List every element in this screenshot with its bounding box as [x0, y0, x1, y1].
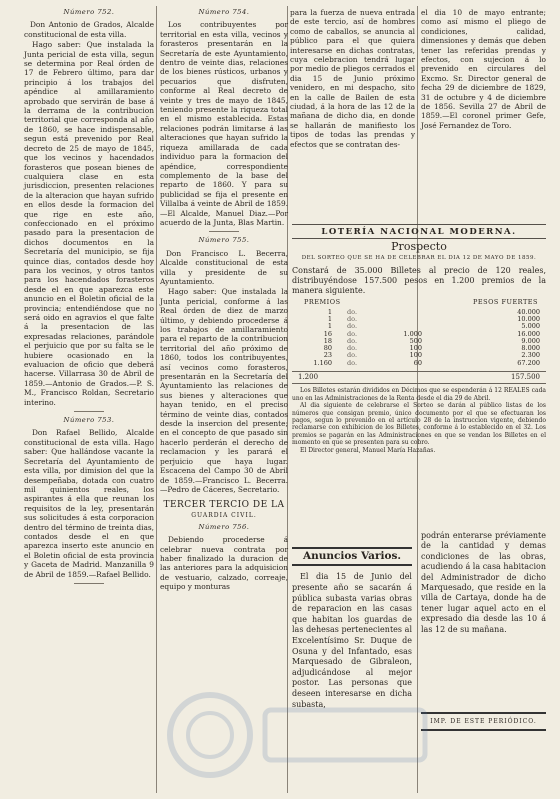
lottery-note: Al dia siguiente de celebrarse el Sorteo se darán al público listas de los números que consigan premio, único documento por el que se efectuaran los pagos, segun lo prevenido en el artículo 28 de la instruccion vigente, debiendo reclamarse con exhibicion de los Billetes, conforme á lo establecido en el 32. Los premios se pagarán en las Administraciones en que se vendan los Billetes en el momento en que se presenten para su cobro.: [292, 402, 546, 447]
prize-total: 10.000: [517, 314, 540, 323]
notice-body: Hago saber: Que instalada la Junta pericial de esta villa, segun se determina por Real órden de 17 de Febrero último, para dar principio á los trabajos del apéndice al amillaramiento aprobado que servirán de base á la derrama de la contribucion territorial que corresponda al año de 1860, se hace indispensable, segun está prevenido por Real decreto de 25 de mayo de 1845, que los vecinos y hacendados forasteros que posean bienes de cualquiera clase en esta jurisdiccion, presenten relaciones de la alteracion que hayan sufrido en ellos desde la formacion del que rige en este año, confeccionado en el próximo pasado para la presentacion de dichos documentos en la Secretaría del municipio, se fija quince dias, contados desde hoy para los vecinos, y otros tantos para los hacendados forasteros desde el en que aparezca este anuncio en el Boletin oficial de la provincia; entendiéndose que no será oido en agravios el que falte á la presentacion de las expresadas relaciones, parándole el perjuicio que por su falta se le hubiere ocasionado en la evaluacion de oficio que deberá hacerse. Villarrasa 30 de Abril de 1859.—Antonio de Grados.—P. S. M., Francisco Roldan, Secretario interino.: [24, 40, 154, 407]
prize-count: 1: [327, 307, 332, 316]
ditto-mark: do.: [346, 329, 358, 338]
ads-continuation: [421, 531, 546, 635]
prize-value: 60: [413, 358, 422, 367]
lottery-prospect: Prospecto: [391, 240, 447, 254]
prize-count: 18: [323, 336, 332, 345]
prize-count: 80: [323, 344, 332, 353]
ditto-mark: do.: [346, 314, 358, 323]
prize-count: 23: [323, 351, 332, 360]
ad-text: podrán enterarse préviamente de la cantidad y demas condiciones de las obras, acudiendo á la casa habitacion del Administrador de dicho Marquesado, que reside en la villa de Cartaya, donde ha de tener lugar aquel acto en el expresado dia desde las 10 á las 12 de su mañana.: [421, 531, 546, 634]
notice-heading: Don Antonio de Grados, Alcalde constitucional de esta villa.: [24, 20, 154, 39]
column-1: [24, 8, 154, 588]
prize-totals: [292, 371, 546, 384]
prize-total: 8.000: [521, 344, 540, 353]
notice-body: Don Rafael Bellido, Alcalde constitucional de esta villa. Hago saber: Que hallándose vacante la Secretaría del Ayuntamiento de esta villa, por dimision del que la desempeñaba, dotada con cuatro mil quinientos reales, los aspirantes á ella que reunan los requisitos de la ley, presentarán sus solicitudes á esta corporacion dentro del término de treinta dias, contados desde el en que aparezca inserto este anuncio en el Boletin oficial de esta provincia y Gaceta de Madrid. Manzanilla 9 de Abril de 1859.—Rafael Bellido.: [24, 428, 154, 579]
prize-total: 5.000: [521, 322, 540, 331]
prize-table-header: [304, 298, 538, 307]
ditto-mark: do.: [346, 344, 358, 353]
rule: [292, 224, 546, 225]
notice-body: Hago saber: Que instalada la Junta pericial, conforme á las Real órden de diez de marzo último, y debiendo procederse á los trabajos de amillaramiento para el reparto de la contribucion territorial del año próximo de 1860, todos los contribuyentes, así vecinos como forasteros, presentarán en la Secretaría del Ayuntamiento las relaciones de sus bienes y alteraciones que hayan tenido, en el preciso término de veinte dias, contados desde la insercion del presente; en el concepto de que pasado sin hacerlo perderán el derecho de reclamacion y les parará el perjuicio que haya lugar. Escacena del Campo 30 de Abril de 1859.—Francisco L. Becerra.—Pedro de Cáceres, Secretario.: [160, 287, 288, 494]
separator: [74, 411, 104, 412]
ditto-mark: do.: [346, 358, 358, 367]
prize-value: [372, 316, 422, 323]
lottery-intro: Constará de 35.000 Billetes al precio de 120 reales, distribuyéndose 157.500 pesos en 1.200 premios de la manera siguiente.: [292, 266, 546, 296]
column-4: [421, 8, 546, 131]
prize-value: [372, 309, 422, 316]
prize-total: 40.000: [517, 307, 540, 316]
prize-value: 500: [409, 336, 422, 345]
ad-text: El dia 15 de Junio del presente año se sacarán á pública subasta varias obras de reparacion en las casas que habitan los guardas de las dehesas pertenecientes al Excelentísimo Sr. Duque de Osuna y del Infantado, esas Marquesado de Gibraleon, adjudicándose al mejor postor. Las personas que deseen interesarse en dicha subasta,: [292, 572, 412, 709]
lottery-title: LOTERÍA NACIONAL MODERNA.: [321, 227, 517, 237]
notice-continuation: el dia 10 de mayo entrante; como así mismo el pliego de condiciones, calidad, dimensiones y demás que deben tener las referidas prendas y efectos, con sujecion á lo prevenido en circulares del Excmo. Sr. Director general de fecha 29 de diciembre de 1829, 31 de octubre y 4 de diciembre de 1856. Sevilla 27 de Abril de 1859.—El coronel primer Gefe, José Fernandez de Toro.: [421, 8, 546, 130]
prize-value: 100: [409, 344, 422, 353]
column-divider: [156, 6, 157, 793]
prize-value: 100: [409, 351, 422, 360]
prize-table: [292, 309, 546, 367]
ditto-mark: do.: [346, 351, 358, 360]
total-pesos: 157.500: [511, 373, 540, 381]
notice-body: Los contribuyentes por territorial en esta villa, vecinos y forasteros presentarán en la Secretaría de este Ayuntamiento, dentro de veinte dias, relaciones de los bienes rústicos, urbanos y pecuarios que disfruten, conforme al Real decreto de veinte y tres de mayo de 1845, teniendo presente la riqueza total en el mismo establecida. Estas relaciones podrán limitarse á las alteraciones que hayan sufrido la riqueza amillarada de cada individuo para la formacion del apéndice, correspondiente complemento de la base del reparto de 1860. Y para su publicidad se fija el presente en Villalba á veinte de Abril de 1859.—El Alcalde, Manuel Diaz.—Por acuerdo de la Junta, Blas Martin.: [160, 20, 288, 227]
premios-label: PREMIOS: [304, 298, 341, 307]
prize-total: 2.300: [521, 351, 540, 360]
lottery-draw-date: DEL SORTEO QUE SE HA DE CELEBRAR EL DIA 12 DE MAYO DE 1859.: [301, 254, 537, 261]
prize-row: [292, 360, 546, 367]
section-subtitle: GUARDIA CIVIL.: [191, 512, 257, 520]
prize-total: 9.000: [521, 336, 540, 345]
notice-body: Debiendo procederse á celebrar nueva contrata por haber finalizado la duracion de las anteriores para la adquisicion de vestuario, calzado, correaje, equipo y monturas: [160, 535, 288, 592]
section-title: TERCER TERCIO DE LA: [163, 500, 285, 511]
imprint: IMP. DE ESTE PERIÓDICO.: [421, 712, 546, 731]
prize-value: 1.000: [403, 329, 422, 338]
prize-count: 1.160: [313, 358, 332, 367]
lottery-block: [292, 223, 546, 454]
lottery-notes: [292, 387, 546, 454]
prize-count: 1: [327, 322, 332, 331]
prize-total: 67.200: [517, 358, 540, 367]
prize-count: 16: [323, 329, 332, 338]
notice-continuation: para la fuerza de nueva entrada de este tercio, así de hombres como de caballos, se anuncia al público para el que quiera interesarse en dichas contratas, cuya celebracion tendrá lugar por medio de pliegos cerrados el dia 15 de Junio próximo venidero, en mi despacho, sito en la calle de Bailen de esta ciudad, á la hora de las 12 de la mañana de dicho dia, en donde se hallarán de manifiesto los tipos de todas las prendas y efectos que se contratan des-: [290, 8, 415, 149]
prize-count: 1: [327, 314, 332, 323]
lottery-note: El Director general, Manuel María Hazañas.: [300, 446, 436, 454]
prize-total: 16.000: [517, 329, 540, 338]
column-3: [290, 8, 415, 150]
column-2: [160, 8, 288, 593]
separator: [209, 231, 239, 232]
ads-section: [292, 547, 412, 710]
total-premios: 1.200: [298, 373, 319, 381]
notice-number: Número 756.: [198, 522, 250, 531]
ditto-mark: do.: [346, 322, 358, 331]
notice-number: Número 755.: [198, 236, 250, 245]
ads-title: Anuncios Varios.: [292, 547, 412, 566]
notice-number: Número 752.: [63, 8, 115, 16]
lottery-note: Los Billetes estarán divididos en Décimos que se espenderán á 12 REALES cada uno en las Administraciones de la Renta desde el dia 29 de Abril.: [292, 387, 546, 402]
notice-number: Número 753.: [63, 416, 115, 425]
ditto-mark: do.: [346, 336, 358, 345]
separator: [74, 583, 104, 584]
ditto-mark: do.: [346, 307, 358, 316]
notice-number: Número 754.: [198, 8, 250, 16]
ads-body: [292, 572, 412, 710]
pesos-label: PESOS FUERTES: [473, 298, 538, 307]
rule: [292, 238, 546, 239]
notice-heading: Don Francisco L. Becerra, Alcalde constitucional de esta villa y presidente de su Ayuntamiento.: [160, 248, 288, 286]
